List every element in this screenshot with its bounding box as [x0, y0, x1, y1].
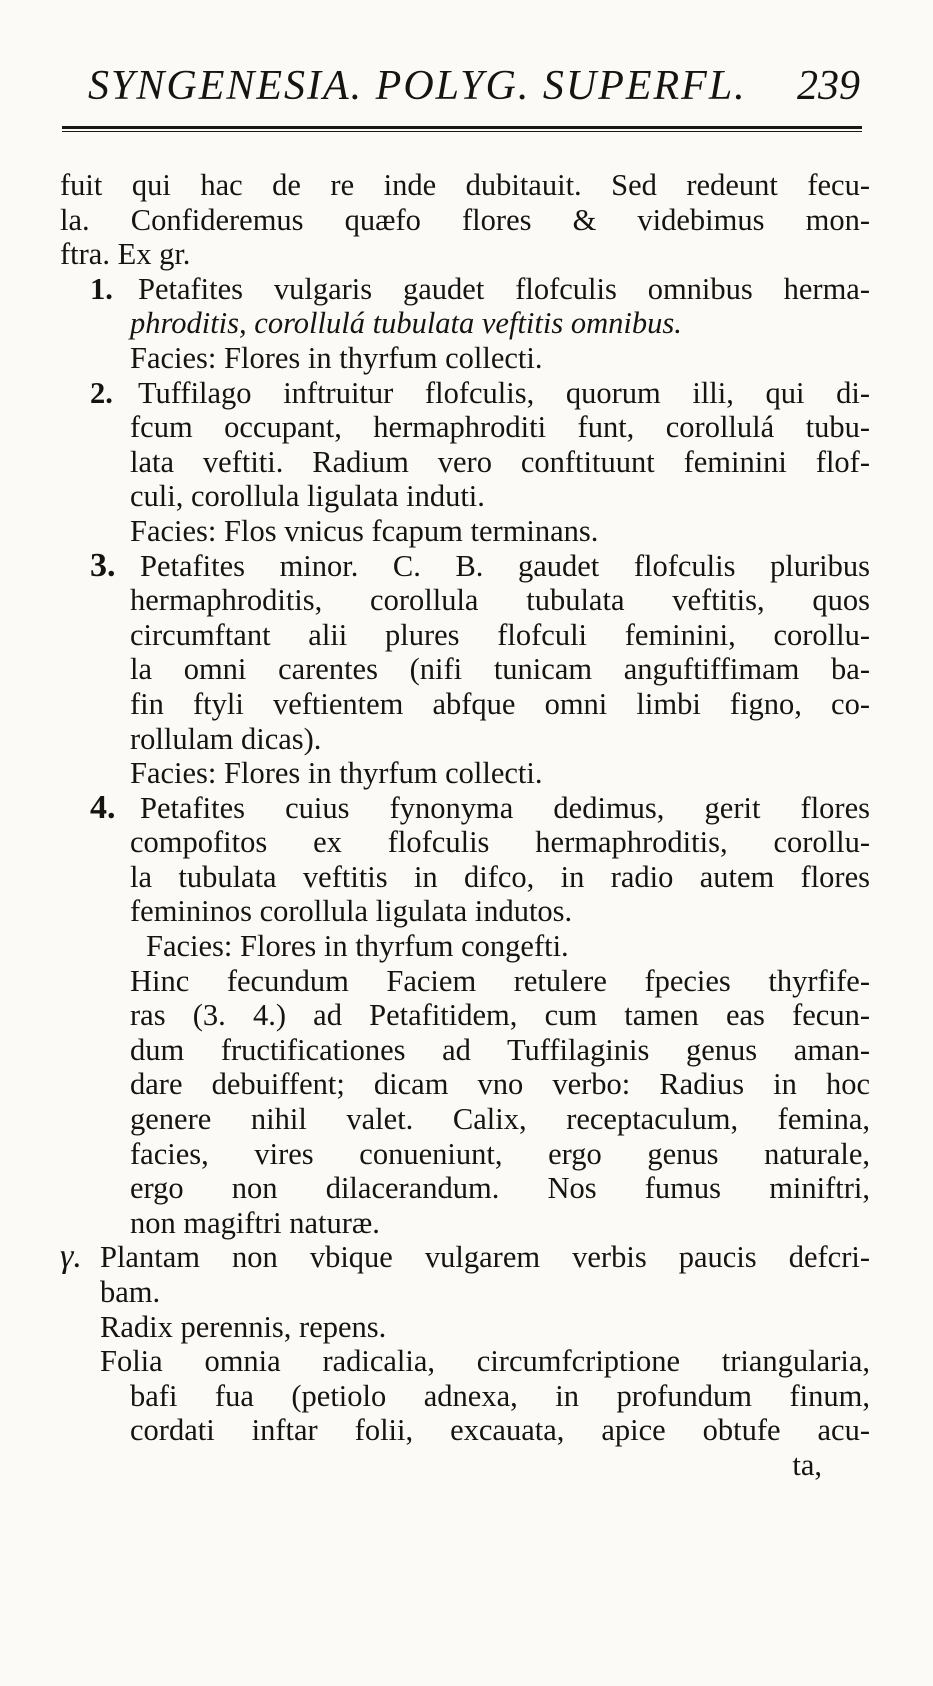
text-line: la. Confideremus quæfo flores & videbimus mon- [60, 202, 870, 237]
item-number: 4. [90, 788, 116, 826]
text-line: non magiftri naturæ. [130, 1205, 380, 1240]
text-line: Petafites vulgaris gaudet flofculis omnibus herma- [138, 271, 870, 306]
page-text [60, 168, 870, 1483]
list-item-1 [60, 272, 870, 307]
facies-line: Facies: Flores in thyrfum congefti. [146, 929, 569, 964]
text-line: phroditis, corollulá tubulata veftitis omnibus. [130, 306, 682, 341]
text-line: la omni carentes (nifi tunicam anguftiffimam ba- [130, 652, 870, 687]
text-line: fin ftyli veftientem abfque omni limbi figno, co- [130, 686, 870, 721]
facies-line: Facies: Flores in thyrfum collecti. [130, 340, 543, 375]
list-item-4 [60, 788, 870, 826]
list-item-3 [60, 546, 870, 584]
text-line: lata veftiti. Radium vero conftituunt feminini flof- [130, 444, 870, 479]
text-line: fuit qui hac de re inde dubitauit. Sed redeunt fecu- [60, 168, 870, 202]
running-header [60, 54, 860, 114]
text-line: Tuffilago inftruitur flofculis, quorum illi, qui di- [138, 375, 870, 410]
text-line: compofitos ex flofculis hermaphroditis, corollu- [130, 825, 870, 860]
text-line: bafi fua (petiolo adnexa, in profundum finum, [130, 1378, 870, 1413]
text-line: Petafites minor. C. B. gaudet flofculis pluribus [140, 548, 870, 583]
list-item-2 [60, 376, 870, 411]
text-line: Radix perennis, repens. [100, 1309, 387, 1344]
text-line: hermaphroditis, corollula tubulata veftitis, quos [130, 583, 870, 618]
text-line: dare debuiffent; dicam vno verbo: Radius in hoc [130, 1067, 870, 1102]
section-mark: γ. [60, 1238, 82, 1276]
header-rule [62, 126, 862, 132]
text-line: bam. [100, 1275, 161, 1309]
text-line: fcum occupant, hermaphroditi funt, corollulá tubu- [130, 410, 870, 445]
text-line: Plantam non vbique vulgarem verbis paucis defcri- [100, 1240, 870, 1275]
facies-line: Facies: Flos vnicus fcapum terminans. [130, 513, 599, 548]
text-line: Hinc fecundum Faciem retulere fpecies thyrfife- [130, 963, 870, 998]
catchword: ta, [792, 1447, 822, 1482]
text-line: circumftant alii plures flofculi feminini, corollu- [130, 617, 870, 652]
text-line: facies, vires conueniunt, ergo genus naturale, [130, 1136, 870, 1171]
running-title: SYNGENESIA. POLYG. SUPERFL. [88, 63, 747, 109]
text-line: cordati inftar folii, excauata, apice obtufe acu- [130, 1413, 870, 1448]
text-line: ftra. Ex gr. [60, 237, 191, 272]
text-line: la tubulata veftitis in difco, in radio autem flores [130, 859, 870, 894]
section-gamma [60, 1240, 870, 1275]
text-line: Folia omnia radicalia, circumfcriptione triangularia, [100, 1344, 870, 1379]
text-line: ergo non dilacerandum. Nos fumus miniftri, [130, 1171, 870, 1206]
text-line: ras (3. 4.) ad Petafitidem, cum tamen eas fecun- [130, 998, 870, 1033]
text-line: femininos corollula ligulata indutos. [130, 894, 573, 929]
text-line: culi, corollula ligulata induti. [130, 479, 485, 514]
text-line: dum fructificationes ad Tuffilaginis genus aman- [130, 1032, 870, 1067]
text-line: Petafites cuius fynonyma dedimus, gerit flores [140, 790, 870, 825]
text-line: rollulam dicas). [130, 721, 322, 756]
item-number: 1. [90, 271, 113, 306]
item-number: 3. [90, 546, 116, 584]
facies-line: Facies: Flores in thyrfum collecti. [130, 756, 543, 791]
page-number: 239 [797, 63, 860, 109]
item-number: 2. [90, 375, 113, 410]
text-line: genere nihil valet. Calix, receptaculum, femina, [130, 1102, 870, 1137]
